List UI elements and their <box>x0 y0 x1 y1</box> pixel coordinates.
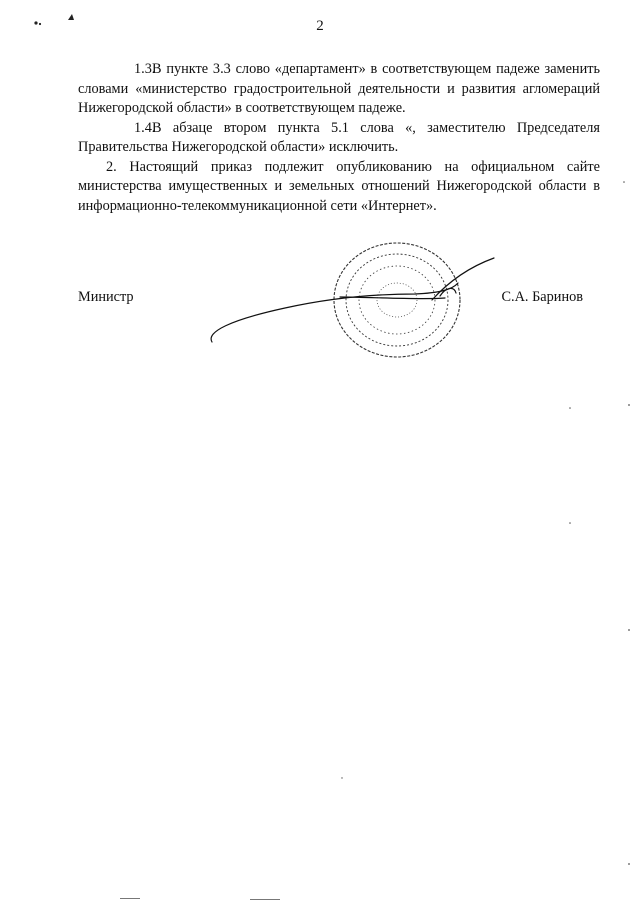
official-seal <box>334 243 460 357</box>
paragraph-text: 2. Настоящий приказ подлежит опубликованию на официальном сайте министерства имущественных и земельных отношений Нижегородской области в информационно-телекоммуникационной сети «Интернет». <box>78 158 600 214</box>
paragraph-text: В пункте 3.3 слово «департамент» в соответствующем падеже заменить словами «министерство градостроительной деятельности и развития агломераций Нижегородской области» в соответствующем падеже. <box>78 61 600 116</box>
page-number: 2 <box>316 18 324 34</box>
handwritten-signature <box>211 258 494 342</box>
corner-scan-marks <box>34 14 74 25</box>
paragraph-number: 1.3. <box>134 61 156 77</box>
signatory-position: Министр <box>78 289 134 305</box>
paragraph-text: В абзаце втором пункта 5.1 слова «, заместителю Председателя Правительства Нижегородской области» исключить. <box>78 119 600 155</box>
margin-specks <box>120 181 630 900</box>
paragraph-number: 1.4. <box>134 119 156 136</box>
signatory-name: С.А. Баринов <box>501 289 583 305</box>
